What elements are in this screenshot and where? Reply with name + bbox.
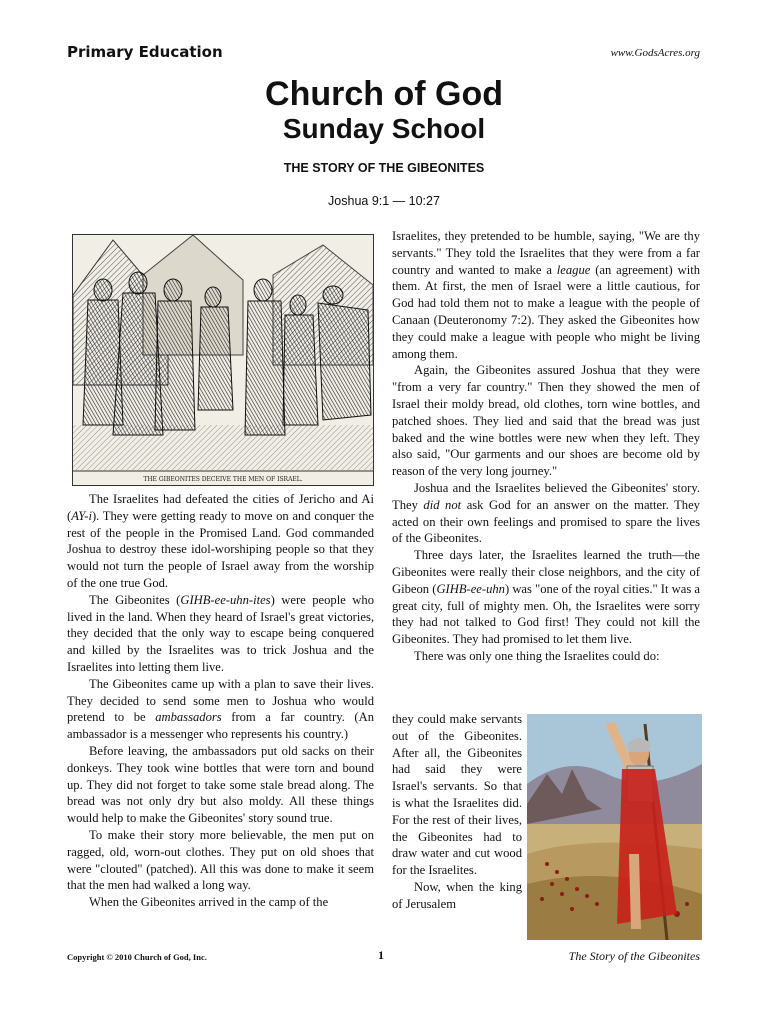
column-left (67, 491, 374, 911)
paragraph: When the Gibeonites arrived in the camp of the (89, 895, 329, 910)
paragraph: Again, the Gibeonites assured Joshua that they were "from a very far country." Then they showed the men of Israel their moldy bread, old clothes, torn wine bottles, and patched shoes. They lied and said that the bread was just baked and the wine bottles were new when they left. They also said, "Our garments and our shoes are become old by reason of the very long journey." (392, 363, 700, 479)
paragraph: they could make servants out of the Gibeonites. After all, the Gibeonites had said they were Israel's servants. So that is what the Israelites did. For the rest of their lives, the Gibeonites had to draw water and cut wood for the Israelites. (392, 712, 522, 878)
paragraph: Three days later, the Israelites learned the truth—the Gibeonites were really their close neighbors, and the city of Gibeon (GIHB-ee-uhn) was "one of the royal cities." It was a great city, full of mighty men. Oh, the Israelites were sorry they had not talked to God first! They could not kill the Gibeonites. They had promised to let them live. (392, 548, 700, 647)
page-title: Church of God (265, 75, 503, 113)
paragraph: Joshua and the Israelites believed the Gibeonites' story. They did not ask God for an answer on the matter. They acted on their own feelings and promised to spare the lives of the Gibeonites. (392, 480, 700, 546)
page-subtitle: Sunday School (282, 113, 486, 144)
paragraph: The Gibeonites (GIHB-ee-uhn-ites) were people who lived in the land. When they heard of Israel's great victories, they decided that the only way to escape being conquered and killed by the Israelites was to trick Joshua and the Israelites into letting them live. (67, 592, 374, 674)
copyright-notice: Copyright © 2010 Church of God, Inc. (67, 952, 207, 962)
engraving-drawing (73, 235, 373, 485)
footer-story-title: The Story of the Gibeonites (568, 949, 700, 963)
engraving-illustration (72, 234, 374, 486)
paragraph: The Gibeonites came up with a plan to save their lives. They decided to send some men to Joshua who would pretend to be ambassadors from a far country. (An ambassador is a messenger who represents his country.) (67, 676, 374, 742)
painting-drawing (527, 714, 702, 940)
paragraph: Before leaving, the ambassadors put old sacks on their donkeys. They took wine bottles that were torn and bound up. They did not forget to take some stale bread along. The bread was not only dry but also moldy. All these things would help to make the Gibeonites' story sound true. (67, 743, 374, 826)
painting-illustration (527, 714, 702, 940)
paragraph: Israelites, they pretended to be humble, saying, "We are thy servants." They told the Israelites that they were from a far country and wanted to make a league (an agreement) with them. At first, the men of Israel were a little cautious, for God had told them not to make a league with the people of Canaan (Deuteronomy 7:2). They asked the Gibeonites how they could make a league with people who might be living among them. (392, 229, 700, 361)
story-title: THE STORY OF THE GIBEONITES (283, 161, 485, 175)
header-category: Primary Education (67, 43, 223, 61)
column-right (392, 228, 700, 665)
paragraph: There was only one thing the Israelites could do: (414, 648, 660, 663)
engraving-caption: THE GIBEONITES DECEIVE THE MEN OF ISRAEL. (143, 476, 303, 483)
header-website[interactable]: www.GodsAcres.org (610, 47, 700, 59)
paragraph: The Israelites had defeated the cities of Jericho and Ai (AY-i). They were getting ready to move on and conquer the rest of the people in the Promised Land. God commanded Joshua to destroy these idol-worshiping people so that they would not turn the people of Israel away from the worship of the one true God. (67, 492, 374, 590)
page-number: 1 (378, 948, 384, 962)
paragraph: To make their story more believable, the men put on ragged, old, worn-out clothes. They put on old shoes that were "clouted" (patched). All this was done to make it seem that the men had walked a long way. (67, 827, 374, 893)
paragraph: Now, when the king of Jerusalem (392, 879, 522, 911)
scripture-reference: Joshua 9:1 — 10:27 (328, 194, 440, 208)
column-right-narrow (392, 711, 522, 913)
